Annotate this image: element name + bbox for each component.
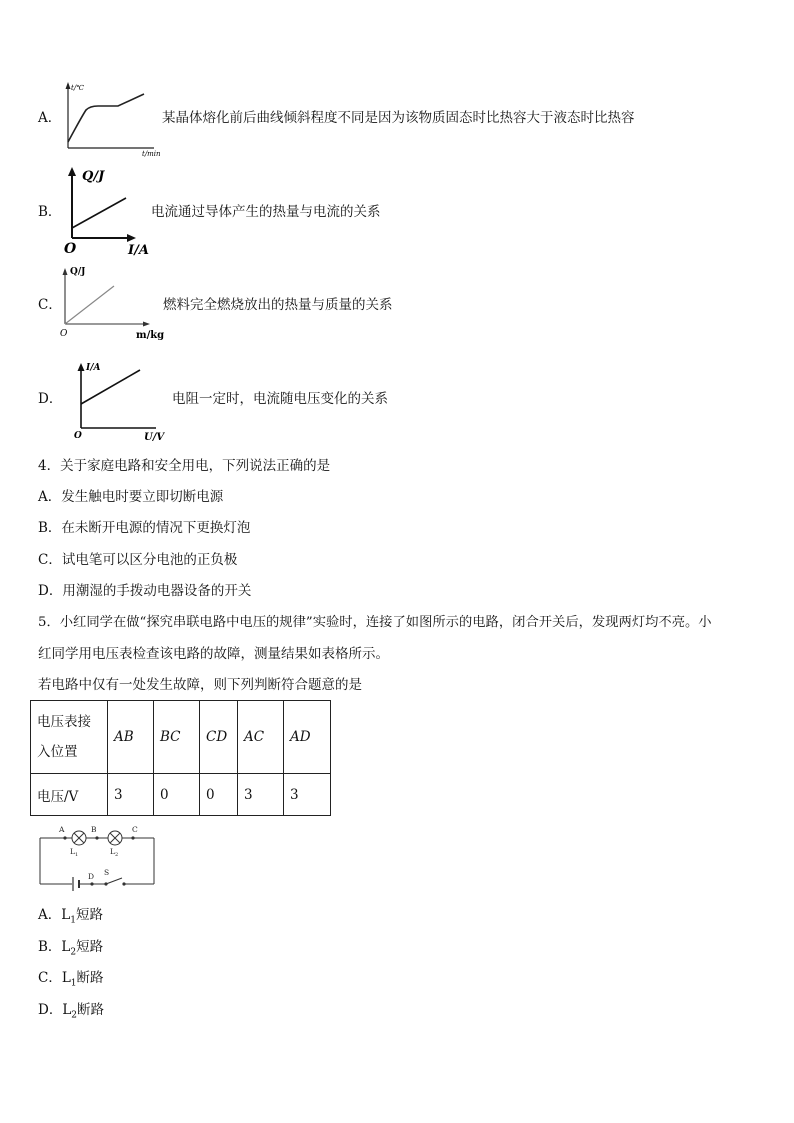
graph-c-heat-mass: [56, 262, 168, 344]
graph-b-ylabel: Q/J: [82, 169, 105, 184]
voltage-table-value-bc: 0: [154, 774, 200, 816]
switch-label: S: [104, 868, 110, 877]
graph-c-origin: O: [60, 329, 68, 339]
option-a-letter: A．: [38, 110, 62, 126]
node-d-label: D: [88, 872, 95, 881]
voltage-table-col-ac: AC: [238, 701, 284, 774]
voltage-table-col-ab: AB: [108, 701, 154, 774]
q4-stem: 4．关于家庭电路和安全用电，下列说法正确的是: [38, 458, 331, 474]
node-a-label: A: [59, 825, 65, 834]
circuit-diagram: [34, 822, 164, 892]
option-d-letter: D．: [38, 391, 63, 407]
graph-c-xlabel: m/kg: [136, 330, 165, 341]
q5-option-b: B．$L_2$短路: [38, 939, 104, 958]
graph-a-curve: [68, 94, 144, 142]
voltage-table-header-row: [31, 701, 331, 774]
option-c-letter: C．: [38, 297, 62, 313]
q4-option-b: B．在未断开电源的情况下更换灯泡: [38, 520, 251, 536]
option-d-text: 电阻一定时，电流随电压变化的关系: [172, 391, 388, 407]
node-b-label: B: [91, 825, 97, 834]
q5-stem-line1: 5．小红同学在做“探究串联电路中电压的规律”实验时，连接了如图所示的电路，闭合开关后，发现两灯均不亮。小: [38, 615, 712, 630]
option-b-text: 电流通过导体产生的热量与电流的关系: [151, 204, 381, 220]
graph-d-origin: O: [74, 431, 82, 441]
graph-b-heat-current: [58, 164, 158, 260]
graph-c-line: [65, 286, 114, 324]
graph-d-ylabel: I/A: [86, 363, 101, 373]
graph-b-origin: O: [64, 241, 77, 257]
node-c-label: C: [132, 825, 138, 834]
graph-d-line: [81, 370, 140, 404]
q4-option-a: A．发生触电时要立即切断电源: [38, 489, 224, 505]
graph-a-melting-curve: [60, 80, 170, 162]
graph-c-ylabel: Q/J: [70, 267, 86, 277]
q5-stem-line2: 红同学用电压表检查该电路的故障，测量结果如表格所示。: [38, 646, 389, 662]
voltage-table-value-ad: 3: [284, 774, 331, 816]
q5-option-c: C．$L_1$断路: [38, 970, 104, 989]
option-b-letter: B．: [38, 204, 62, 220]
voltage-table: [30, 700, 331, 816]
q4-option-c: C．试电笔可以区分电池的正负极: [38, 552, 238, 568]
graph-b-xlabel: I/A: [128, 243, 149, 258]
voltage-table-value-ac: 3: [238, 774, 284, 816]
switch-s: [106, 878, 122, 884]
option-a-text: 某晶体熔化前后曲线倾斜程度不同是因为该物质固态时比热容大于液态时比热容: [162, 110, 635, 126]
option-c-text: 燃料完全燃烧放出的热量与质量的关系: [163, 297, 393, 313]
q5-option-a: A．$L_1$短路: [38, 907, 103, 926]
voltage-table-value-cd: 0: [200, 774, 238, 816]
q4-option-d: D．用潮湿的手拨动电器设备的开关: [38, 583, 252, 599]
graph-a-xlabel: t/min: [142, 150, 161, 158]
graph-b-line: [72, 198, 126, 228]
graph-d-current-voltage: [72, 356, 172, 446]
graph-a-ylabel: t/℃: [71, 84, 85, 92]
lamp-l2-label: $L_2$: [110, 847, 119, 858]
voltage-table-col-cd: CD: [200, 701, 238, 774]
voltage-table-row-label: 电压/V: [31, 774, 108, 816]
lamp-l1-label: $L_1$: [70, 847, 79, 858]
voltage-table-value-ab: 3: [108, 774, 154, 816]
voltage-table-header-label: 电压表接 入位置: [31, 701, 108, 774]
q5-option-d: D．$L_2$断路: [38, 1002, 105, 1021]
voltage-table-col-bc: BC: [154, 701, 200, 774]
graph-d-xlabel: U/V: [144, 432, 165, 443]
voltage-table-col-ad: AD: [284, 701, 331, 774]
voltage-table-value-row: [31, 774, 331, 816]
graph-a-y-arrow: [66, 82, 71, 89]
q5-stem-line3: 若电路中仅有一处发生故障，则下列判断符合题意的是: [38, 677, 362, 693]
